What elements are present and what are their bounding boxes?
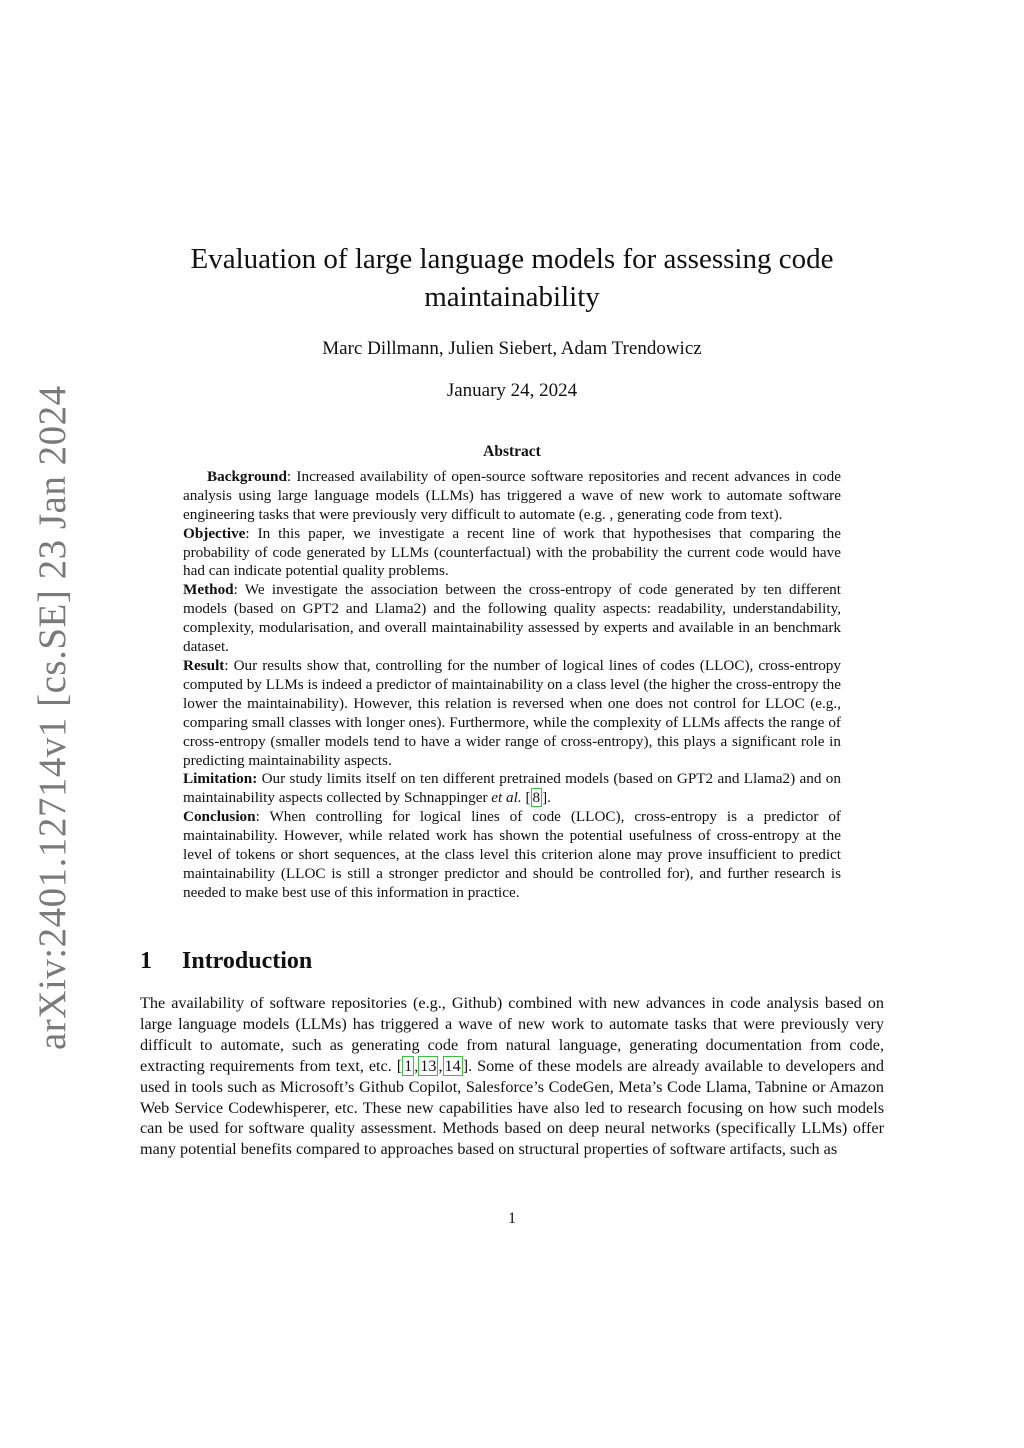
abstract-background <box>183 468 841 525</box>
arxiv-identifier-stamp[interactable]: arXiv:2401.12714v1 [cs.SE] 23 Jan 2024 <box>31 385 74 1050</box>
abstract-objective <box>183 525 841 582</box>
abstract-block <box>183 443 841 903</box>
result-text: : Our results show that, controlling for the number of logical lines of codes (LLOC), cross-entropy computed by LLMs is indeed a predictor of maintainability on a class level (the higher the cross-entropy the lower the maintainability). However, this relation is reversed when one does not control for LLOC (e.g., comparing small classes with longer ones). Furthermore, while the complexity of LLMs affects the range of cross-entropy (smaller models tend to have a wider range of cross-entropy), this plays a significant role in predicting maintainability aspects. <box>183 656 841 769</box>
limitation-etal: et al. <box>491 789 522 807</box>
objective-text: : In this paper, we investigate a recent line of work that hypothesises that comparing the probability of code generated by LLMs (counterfactual) with the probability the current code would have had can indicate potential quality problems. <box>183 524 841 580</box>
result-label: Result <box>183 656 225 674</box>
intro-text-end: ]. Some of these models are already available to developers and used in tools such as Microsoft’s Github Copilot, Salesforce’s CodeGen, Meta’s Code Llama, Tabnine or Amazon Web Service Codewhisperer, etc. These new capabilities have also led to research focusing on how such models can be used for software quality assessment. Methods based on deep neural networks (specifically LLMs) offer many potential benefits compared to approaches based on structural properties of software artifacts, such as <box>140 1056 884 1159</box>
paper-title: Evaluation of large language models for assessing code maintainability <box>190 243 834 313</box>
introduction-paragraph: The availability of software repositories (e.g., Github) combined with new advances in code analysis based on large language models (LLMs) has triggered a wave of new work to automate tasks that were previously very difficult to automate, such as generating code from natural language, generating documentation from code, extracting requirements from text, etc. [ 1 , 13 , 14 ]. Some of these models are already available to developers and used in tools such as Microsoft’s Github Copilot, Salesforce’s CodeGen, Meta’s Code Llama, Tabnine or Amazon Web Service Codewhisperer, etc. These new capabilities have also led to research focusing on how such models can be used for software quality assessment. Methods based on deep neural networks (specifically LLMs) offer many potential benefits compared to approaches based on structural properties of software artifacts, such as <box>140 994 884 1159</box>
abstract-conclusion <box>183 808 841 903</box>
limitation-label: Limitation: <box>183 770 258 788</box>
abstract-result <box>183 657 841 770</box>
background-label: Background <box>207 467 287 485</box>
citation-link-13[interactable]: 13 <box>420 1056 437 1075</box>
objective-label: Objective <box>183 524 246 542</box>
section-title: Introduction <box>182 948 313 974</box>
section-number: 1 <box>140 948 152 974</box>
method-text: : We investigate the association between the cross-entropy of code generated by ten different models (based on GPT2 and Llama2) and the following quality aspects: readability, understandability, complexity, modularisation, and overall maintainability assessed by experts and available in an benchmark dataset. <box>183 581 841 656</box>
citation-link-8[interactable]: 8 <box>532 789 541 807</box>
limitation-text: Our study limits itself on ten different pretrained models (based on GPT2 and Llama2) and on maintainability aspects collected by Schnappinger <box>183 770 841 807</box>
method-label: Method <box>183 581 234 599</box>
intro-text-start: The availability of software repositories (e.g., Github) combined with new advances in code analysis based on large language models (LLMs) has triggered a wave of new work to automate tasks that were previously very difficult to automate, such as generating code from natural language, generating documentation from code, extracting requirements from text, etc. [ <box>140 994 884 1075</box>
background-text: : Increased availability of open-source software repositories and recent advances in code analysis using large language models (LLMs) has triggered a wave of new work to automate software engineering tasks that were previously very difficult to automate (e.g. , generating code from text). <box>183 467 841 523</box>
conclusion-label: Conclusion <box>183 808 256 826</box>
publication-date: January 24, 2024 <box>446 380 578 401</box>
conclusion-text: : When controlling for logical lines of code (LLOC), cross-entropy is a predictor of maintainability. However, while related work has shown the potential usefulness of cross-entropy at the level of tokens or short sequences, at the class level this criterion alone may prove insufficient to predict maintainability (LLOC is still a stronger predictor and should be controlled for), and further research is needed to make best use of this information in practice. <box>183 808 841 901</box>
citation-link-1[interactable]: 1 <box>404 1056 413 1075</box>
page-number: 1 <box>508 1210 516 1227</box>
author-list: Marc Dillmann, Julien Siebert, Adam Trendowicz <box>322 338 702 359</box>
abstract-method <box>183 581 841 657</box>
abstract-limitation: Limitation: Our study limits itself on ten different pretrained models (based on GPT2 and Llama2) and on maintainability aspects collected by Schnappinger et al. [ 8 ]. <box>183 770 841 807</box>
section-heading-introduction <box>140 948 884 975</box>
citation-link-14[interactable]: 14 <box>444 1056 461 1075</box>
abstract-heading: Abstract <box>483 443 541 460</box>
